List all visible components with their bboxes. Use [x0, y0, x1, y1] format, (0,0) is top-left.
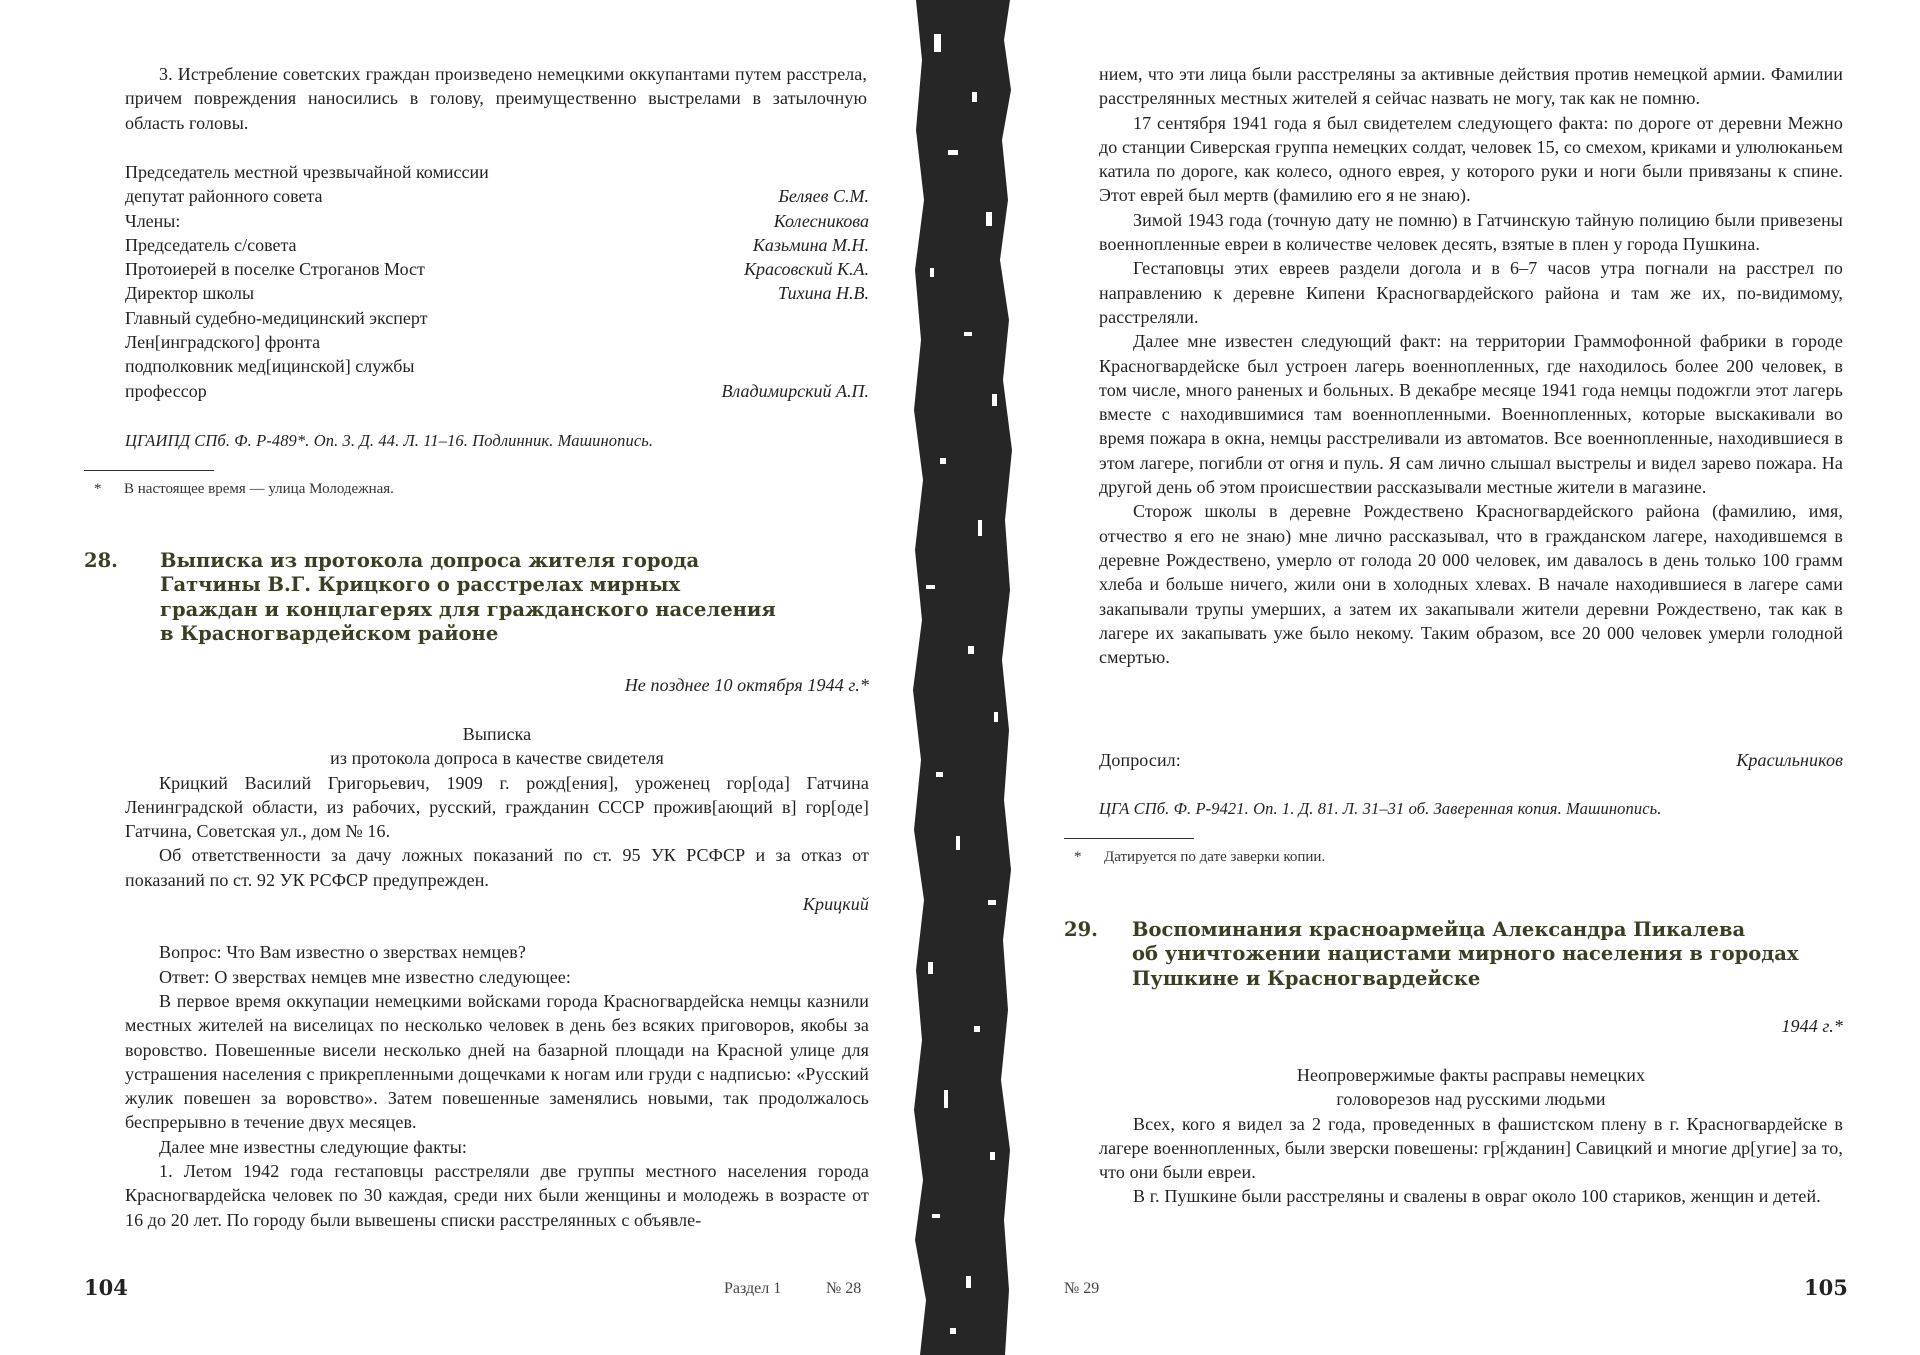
doc-number: 28. — [84, 549, 118, 572]
footnote-rule — [1064, 838, 1194, 839]
doc-date: 1944 г.* — [1781, 1016, 1843, 1036]
interrogation-signature — [1099, 748, 1843, 772]
signature-row — [125, 233, 869, 257]
footnote — [1064, 847, 1844, 867]
paragraph-continuation: нием, что эти лица были расстреляны за активные действия против немецкой армии. Фамилии расстрелянных местных жителей я сейчас назвать не могу, так как не помню. — [1099, 64, 1843, 109]
signature-name: Владимирский А.П. — [721, 380, 869, 401]
signature-table — [125, 160, 869, 403]
doc-title-line: Пушкине и Красногвардейске — [1132, 966, 1481, 990]
interrogator-name: Красильников — [1736, 750, 1843, 770]
memoir-body — [1099, 1063, 1843, 1209]
signature-role: Протоиерей в поселке Строганов Мост — [125, 259, 425, 280]
paragraph-watchman: Сторож школы в деревне Рождествено Красногвардейского района (фамилию, имя, отчество я его не знаю) мне лично рассказывал, что в гражданском лагере, находившемся в деревне Рождествено, умерло от голода 20 000 человек, им давалось в день только 100 грамм хлеба и больше ничего, жили они в холодных хлевах. В начале находившиеся в лагере сами закапывали трупы умерших, а затем их закапывали жители деревни Рождествено, так как в лагере их закапывать уже было некому. Таким образом, все 20 000 человек умерли голодной смертью. — [1099, 501, 1843, 668]
paragraph-facts-intro: Далее мне известны следующие факты: — [159, 1136, 467, 1157]
memoir-title: Неопровержимые факты расправы немецких — [1296, 1065, 1646, 1085]
paragraph-summer-1942: 1. Летом 1942 года гестаповцы расстреляли две группы местного населения города Красногвардейска человек по 30 каждая, среди них были женщины и молодежь в возрасте от 16 до 20 лет. По городу были вывешены списки расстрелянных с объявле- — [125, 1161, 869, 1230]
witness-info: Крицкий Василий Григорьевич, 1909 г. рожд[ения], уроженец гор[ода] Гатчина Ленинградской области, из рабочих, русский, гражданин СССР прожив[ающий в] гор[оде] Гатчина, Советская ул., дом № 16. — [125, 772, 869, 842]
warning-paragraph: Об ответственности за дачу ложных показаний по ст. 95 УК РСФСР и за отказ от показаний по ст. 92 УК РСФСР предупрежден. — [125, 845, 869, 890]
signature-role: Директор школы — [125, 283, 255, 304]
paragraph-pushkin: В г. Пушкине были расстреляны и свалены в овраг около 100 стариков, женщин и детей. — [1133, 1186, 1821, 1207]
signature-name: Красовский К.А. — [744, 259, 869, 280]
signature-role: подполковник мед[ицинской] службы — [125, 356, 415, 377]
right-page — [1014, 0, 1920, 1355]
paragraph-all-seen: Всех, кого я видел за 2 года, проведенных в фашистском плену в г. Красногвардейске в лагере военнопленных, были зверски повешены: гр[жданин] Савицкий и многие др[угие] за то, что они были евреи. — [1099, 1113, 1843, 1183]
witness-signature: Крицкий — [802, 894, 869, 915]
signature-role: Лен[инградского] фронта — [125, 332, 321, 353]
signature-name — [654, 306, 869, 330]
paragraph-sept-1941: 17 сентября 1941 года я был свидетелем следующего факта: по дороге от деревни Межно до станции Сиверская группа немецких солдат, человек 15, со смехом, криками и улюлюканьем катила по дороге, как колесо, одного еврея, у которого руки и ноги были привязаны к спине. Этот еврей был мертв (фамилию его я не знаю). — [1099, 112, 1843, 206]
paragraph-winter-1943: Зимой 1943 года (точную дату не помню) в Гатчинскую тайную полицию были привезены военнопленные евреи в количестве человек десять, взятые в плен у города Пушкина. — [1099, 209, 1843, 255]
answer: Ответ: О зверствах немцев мне известно следующее: — [159, 966, 571, 987]
footnote-text: В настоящее время — улица Молодежная. — [124, 481, 394, 497]
signature-row — [125, 184, 869, 208]
signature-role: Главный судебно-медицинский эксперт — [125, 307, 428, 328]
signature-role: Председатель местной чрезвычайной комиссии — [125, 162, 489, 182]
footnote-rule — [84, 470, 214, 471]
signature-row — [125, 257, 869, 281]
running-section: Раздел 1 — [724, 1280, 782, 1297]
extract-body — [125, 722, 869, 1232]
doc-title-line: об уничтожении нацистами мирного населения в городах — [1132, 942, 1799, 966]
signature-name: Колесникова — [773, 210, 869, 231]
top-paragraph-block — [125, 62, 867, 135]
signature-row — [125, 306, 869, 330]
signature-role: профессор — [125, 380, 207, 401]
running-doc-number: № 28 — [826, 1280, 862, 1297]
footnote-mark: * — [94, 481, 102, 497]
paragraph-first-time: В первое время оккупации немецкими войсками города Красногвардейска немцы казнили местных жителей на виселицах по несколько человек в день без всяких приговоров, якобы за воровство. Повешенные висели несколько дней на базарной площади на Красной улице для устрашения населения с прикрепленными дощечками к ногам или груди с надписью: «Русский жулик повешен за воровство». Затем повешенные заменялись новыми, так продолжалось беспрерывно в течение двух месяцев. — [125, 990, 869, 1133]
signature-name — [654, 330, 869, 354]
signature-role: Члены: — [125, 210, 181, 231]
signature-name: Тихина Н.В. — [778, 283, 869, 304]
signature-name — [654, 160, 869, 184]
doc-title-line: Выписка из протокола допроса жителя города — [160, 549, 700, 572]
doc-title — [160, 549, 880, 647]
doc-title-line: Гатчины В.Г. Крицкого о расстрелах мирных — [160, 573, 681, 597]
top-paragraph: 3. Истребление советских граждан произведено немецкими оккупантами путем расстрела, причем повреждения наносились в голову, преимущественно выстрелами в затылочную область головы. — [125, 64, 867, 133]
left-page — [0, 0, 912, 1355]
signature-row — [125, 330, 869, 354]
footnote-text: Датируется по дате заверки копии. — [1104, 849, 1326, 865]
signature-row — [125, 160, 869, 184]
doc-number: 29. — [1064, 918, 1098, 941]
footnote — [84, 479, 864, 499]
signature-role: депутат районного совета — [125, 186, 323, 207]
extract-title: Выписка — [462, 724, 532, 744]
page-number: 104 — [84, 1275, 128, 1300]
source-note: ЦГА СПб. Ф. Р-9421. Оп. 1. Д. 81. Л. 31–31 об. Заверенная копия. Машинопись. — [1099, 799, 1662, 818]
doc-title-line: граждан и концлагерях для гражданского населения — [160, 597, 776, 621]
doc-title-line: в Красногвардейском районе — [160, 622, 499, 646]
question: Вопрос: Что Вам известно о зверствах немцев? — [159, 942, 526, 963]
signature-row — [125, 379, 869, 403]
signature-row — [125, 281, 869, 305]
page-number: 105 — [1804, 1275, 1848, 1300]
gutter-scan-shadow — [908, 0, 1018, 1355]
signature-row — [125, 354, 869, 378]
paragraph-gramophone: Далее мне известен следующий факт: на территории Граммофонной фабрики в городе Красногвардейске был устроен лагерь военнопленных, где находилось более 200 человек, в том числе, много раненых и больных. В декабре месяце 1941 года немцы подожгли этот лагерь вместе с находившимися там военнопленными. Военнопленных, которые выскакивали во время пожара в окна, немцы расстреливали из автоматов. Все военнопленные, находившиеся в этом лагере, погибли от огня и пуль. Я сам лично слышал выстрелы и видел зарево пожара. На другой день об этом происшествии рассказывали местные жители в магазине. — [1099, 331, 1843, 498]
right-body-top — [1099, 62, 1843, 669]
paragraph-gestapo: Гестаповцы этих евреев раздели догола и в 6–7 часов утра погнали на расстрел по направлению к деревне Кипени Красногвардейского района и там же их, по-видимому, расстреляли. — [1099, 258, 1843, 327]
signature-name: Беляев С.М. — [778, 186, 869, 207]
signature-row — [125, 209, 869, 233]
memoir-subtitle: головорезов над русскими людьми — [1336, 1089, 1606, 1110]
doc-date: Не позднее 10 октября 1944 г.* — [624, 675, 869, 695]
doc-title — [1132, 918, 1872, 991]
running-doc-number: № 29 — [1064, 1280, 1100, 1297]
signature-name — [654, 354, 869, 378]
signature-name: Казьмина М.Н. — [752, 234, 869, 255]
footnote-mark: * — [1074, 849, 1082, 865]
extract-subtitle: из протокола допроса в качестве свидетеля — [330, 748, 664, 769]
doc-title-line: Воспоминания красноармейца Александра Пикалева — [1132, 918, 1746, 941]
signature-role: Председатель с/совета — [125, 234, 297, 255]
interrogated-label: Допросил: — [1099, 750, 1181, 770]
source-note: ЦГАИПД СПб. Ф. Р-489*. Оп. 3. Д. 44. Л. 11–16. Подлинник. Машинопись. — [125, 431, 654, 450]
